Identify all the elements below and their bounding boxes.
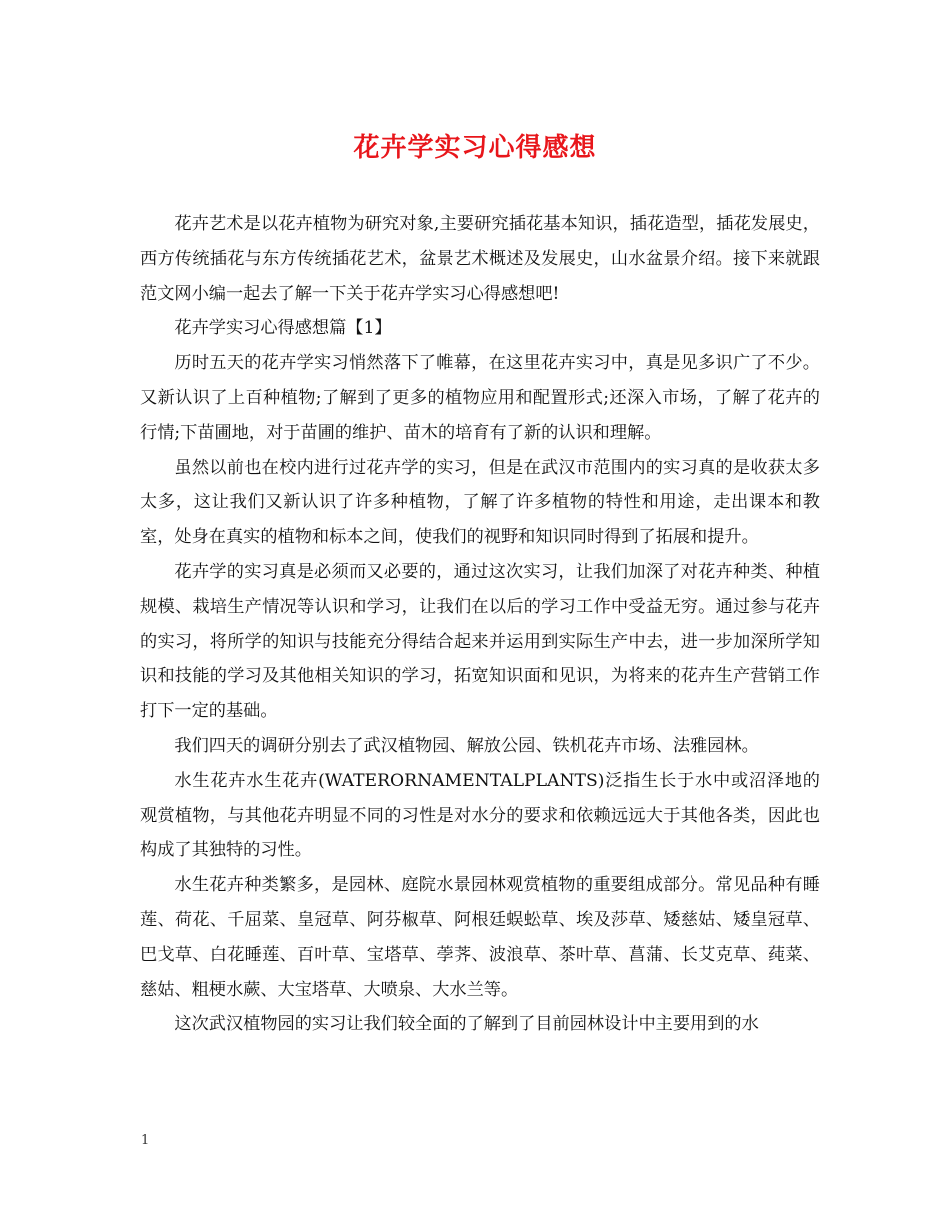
paragraph-intro: 花卉艺术是以花卉植物为研究对象,主要研究插花基本知识，插花造型，插花发展史，西方传统插花与东方传统插花艺术，盆景艺术概述及发展史，山水盆景介绍。接下来就跟范文网小编一起去了解一下关于花卉学实习心得感想吧! (140, 214, 820, 304)
paragraph: 水生花卉水生花卉(WATERORNAMENTALPLANTS)泛指生长于水中或沼泽地的观赏植物，与其他花卉明显不同的习性是对水分的要求和依赖远远大于其他各类，因此也构成了其独特的习性。 (140, 770, 820, 861)
page-number: 1 (141, 1133, 150, 1148)
paragraph: 我们四天的调研分别去了武汉植物园、解放公园、铁机花卉市场、法雅园林。 (174, 735, 759, 756)
paragraph: 历时五天的花卉学实习悄然落下了帷幕，在这里花卉实习中，真是见多识广了不少。又新认识了上百种植物;了解到了更多的植物应用和配置形式;还深入市场，了解了花卉的行情;下苗圃地，对于苗圃的维护、苗木的培育有了新的认识和理解。 (140, 353, 820, 443)
section-heading: 花卉学实习心得感想篇【1】 (174, 318, 392, 339)
paragraph: 水生花卉种类繁多，是园林、庭院水景园林观赏植物的重要组成部分。常见品种有睡莲、荷花、千屈菜、皇冠草、阿芬椒草、阿根廷蜈蚣草、埃及莎草、矮慈姑、矮皇冠草、巴戈草、白花睡莲、百叶草、宝塔草、荸荠、波浪草、茶叶草、菖蒲、长艾克草、莼菜、慈姑、粗梗水蕨、大宝塔草、大喷泉、大水兰等。 (140, 875, 820, 1000)
paragraph: 虽然以前也在校内进行过花卉学的实习，但是在武汉市范围内的实习真的是收获太多太多，这让我们又新认识了许多种植物，了解了许多植物的特性和用途，走出课本和教室，处身在真实的植物和标本之间，使我们的视野和知识同时得到了拓展和提升。 (140, 457, 820, 548)
document-body (140, 207, 820, 1042)
document-title: 花卉学实习心得感想 (353, 133, 597, 163)
paragraph: 花卉学的实习真是必须而又必要的，通过这次实习，让我们加深了对花卉种类、种植规模、栽培生产情况等认识和学习，让我们在以后的学习工作中受益无穷。通过参与花卉的实习，将所学的知识与技能充分得结合起来并运用到实际生产中去，进一步加深所学知识和技能的学习及其他相关知识的学习，拓宽知识面和见识，为将来的花卉生产营销工作打下一定的基础。 (140, 561, 820, 722)
paragraph: 这次武汉植物园的实习让我们较全面的了解到了目前园林设计中主要用到的水 (174, 1014, 759, 1035)
